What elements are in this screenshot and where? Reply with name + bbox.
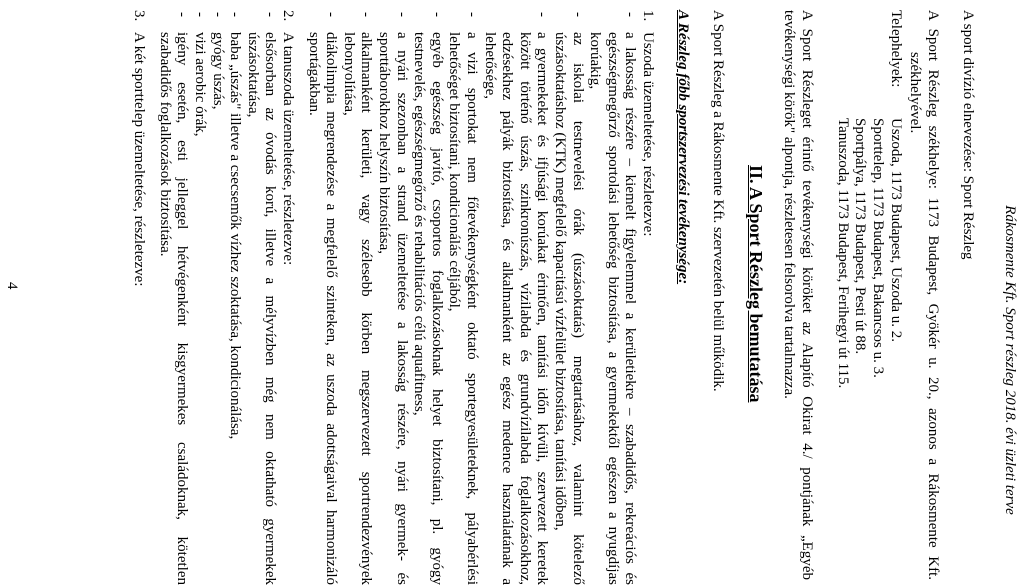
- list-marker: 3.: [131, 10, 148, 22]
- sites-label: Telephelyek:: [888, 10, 904, 88]
- list-item: edzésekhez pályák biztosítása, és alkalmanként az egész medence használatának a: [499, 32, 516, 585]
- list-marker: -: [358, 12, 375, 17]
- list-item: Uszoda üzemeltetése, részletezve:: [640, 32, 656, 237]
- page-number: 4: [4, 282, 20, 290]
- list-item: alkalmanként kerületi, vagy szélesebb körben megszervezett sportrendezvények: [358, 32, 375, 585]
- list-item: között történő úszás, szinkronúszás, vízilabda és grundvízilabda foglalkozásokhoz,: [516, 32, 533, 585]
- list-item: baba „úszás" illetve a csecsemők vízhez szoktatása, kondicionálása,: [227, 32, 244, 440]
- list-marker: -: [174, 12, 191, 17]
- list-item: vizi aerobic órák,: [192, 32, 208, 137]
- list-item: igény esetén, esti jelleggel hétvégenként kisgyermekes családoknak, kötetlen: [174, 32, 191, 585]
- list-marker: -: [262, 12, 279, 17]
- section-title: II. A Sport Részleg bemutatása: [746, 165, 766, 403]
- subheading: A Részleg főbb sportszervezési tevékenysége:: [675, 10, 691, 285]
- site-item: Sporttelep, 1173 Budapest, Bakancsos u. 3.: [870, 118, 886, 378]
- list-item: a lakosság részére – kiemelt figyelemmel a kerületiekre – szabadidős, rekreációs és: [622, 32, 639, 585]
- section-intro: A Sport Részleg a Rákosmente Kft. szervezetén belül működik.: [710, 10, 726, 392]
- list-marker: 2.: [280, 10, 296, 22]
- list-item: gyógy úszás,: [209, 32, 226, 110]
- list-item: korúakig,: [587, 32, 604, 90]
- list-marker: -: [534, 12, 551, 17]
- list-item: egyéb egészség javító, csoportos foglalkozásoknak helyet biztosítani, pl. gyógy: [428, 32, 445, 585]
- list-marker: -: [393, 12, 410, 17]
- list-item: a vizi sportokat nem főtevékenységként oktató sportegyesületeknek, pályabérlési: [464, 32, 480, 585]
- list-item: lehetősége,: [481, 32, 498, 100]
- list-item: elsősorban az óvodás korú, illetve a mélyvízben még nem oktatható gyermekek: [262, 32, 279, 585]
- list-item: A tanuszoda üzemeltetése, részletezve:: [280, 32, 296, 266]
- list-item: sporttáborokhoz helyszín biztosítása,: [376, 32, 392, 255]
- list-item: lehetőséget biztosítani, kondicionálás céljából,: [446, 32, 463, 312]
- list-marker: -: [323, 12, 340, 17]
- list-marker: -: [192, 12, 208, 17]
- site-item: Tanuszoda, 1173 Budapest, Ferihegyi út 115.: [835, 118, 851, 389]
- list-marker: -: [569, 12, 586, 17]
- list-item: testnevelés, egészségmegőrző és rehabilitációs célú aquafitness,: [411, 32, 428, 416]
- list-item: úszásoktatáshoz (KTK) megfelelő kapacitású vízfelület biztosítása, tanítási időben,: [552, 32, 568, 531]
- list-marker: -: [464, 12, 480, 17]
- list-item: A két sporttelep üzemeltetése, részletezve:: [131, 32, 148, 287]
- list-item: diákolimpia megrendezése a megfelelő szinteken, az uszoda adottságaival harmonizáló: [323, 32, 340, 585]
- seat-line-1: A Sport Részleg székhelye: 1173 Budapest, Gyökér u. 20., azonos a Rákosmente Kft.: [925, 10, 941, 580]
- list-item: sportágakban.: [305, 32, 322, 116]
- list-marker: 1.: [640, 10, 656, 22]
- list-marker: -: [227, 12, 244, 17]
- intro-line-1: A Sport Részleget érintő tevékenységi köröket az Alapító Okirat 4./ pontjának „Egyéb: [799, 10, 815, 580]
- list-marker: -: [428, 12, 445, 17]
- list-item: a nyári szezonban a strand üzemeltetése a lakosság részére, nyári gyermek- és: [393, 32, 410, 585]
- seat-line-2: székhelyével.: [907, 52, 923, 134]
- list-item: lebonyolítása,: [340, 32, 357, 116]
- list-item: szabadidős foglalkozások biztosítása.: [156, 32, 173, 257]
- list-marker: -: [622, 12, 639, 17]
- page-header: Rákosmente Kft. Sport részleg 2018. évi üzleti terve: [1002, 205, 1018, 515]
- list-item: a gyermekeket és ifjúsági korúakat érintően, tanítási időn kívüli, szervezett keretek: [534, 32, 551, 585]
- list-marker: -: [209, 12, 226, 17]
- list-item: úszásoktatása,: [244, 32, 261, 118]
- list-item: egészségmegőrző sportolási lehetőség biztosítása, a gyermekektől egészen a nyugdíjas: [604, 32, 621, 585]
- site-item: Uszoda, 1173 Budapest, Uszoda u. 2.: [888, 118, 904, 342]
- list-item: az iskolai testnevelési órák (úszásoktatás) megtartásához, valamint kötelező: [569, 32, 586, 585]
- division-name: A sport divízió elnevezése: Sport Részleg: [960, 10, 976, 260]
- site-item: Sportpálya, 1173 Budapest, Pesti út 88.: [852, 118, 868, 355]
- intro-line-2: tevékenységi körök" alpontja, részletesen felsorolva tartalmazza.: [781, 10, 797, 399]
